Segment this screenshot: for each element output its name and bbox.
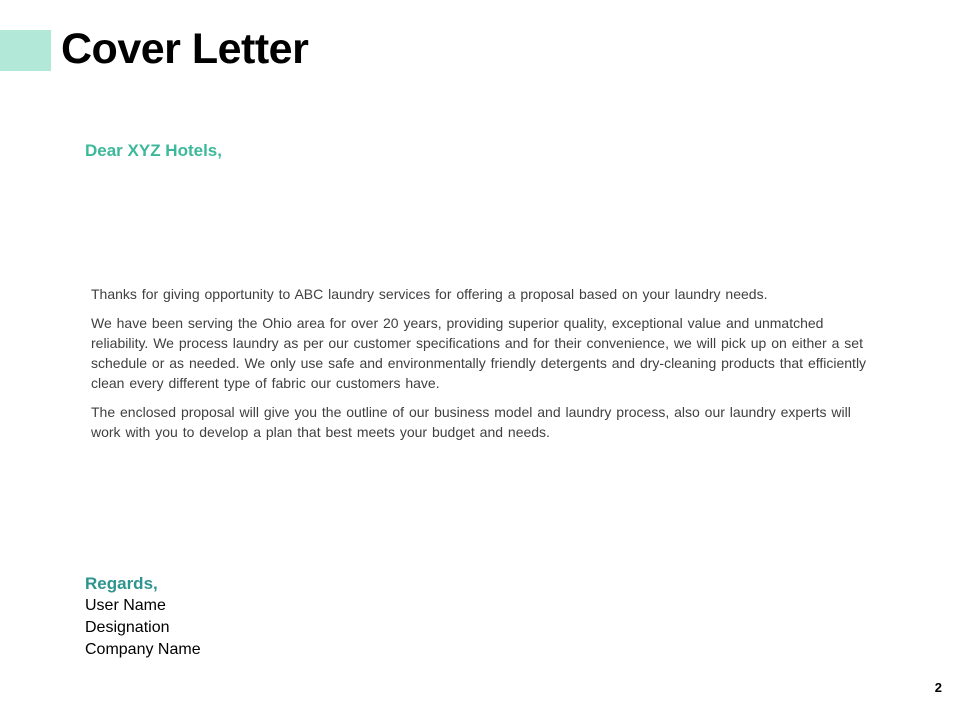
closing-regards: Regards, (85, 574, 158, 593)
page-title: Cover Letter (61, 25, 309, 73)
letter-salutation: Dear XYZ Hotels, (85, 141, 222, 160)
title-accent-block (0, 30, 51, 71)
letter-body (91, 284, 881, 451)
signer-company: Company Name (85, 641, 201, 658)
signer-name: User Name (85, 597, 166, 614)
letter-paragraph: Thanks for giving opportunity to ABC laundry services for offering a proposal based on your laundry needs. (91, 286, 768, 302)
signer-designation: Designation (85, 619, 170, 636)
page-number: 2 (934, 680, 942, 695)
letter-paragraph: The enclosed proposal will give you the outline of our business model and laundry process, also our laundry experts will work with you to develop a plan that best meets your budget and needs. (91, 404, 851, 440)
signature-block (85, 572, 201, 661)
letter-paragraph: We have been serving the Ohio area for over 20 years, providing superior quality, exceptional value and unmatched reliability. We process laundry as per our customer specifications and for their convenience, we will pick up on either a set schedule or as needed. We only use safe and environmentally friendly detergents and dry-cleaning products that efficiently clean every different type of fabric our customers have. (91, 315, 867, 391)
